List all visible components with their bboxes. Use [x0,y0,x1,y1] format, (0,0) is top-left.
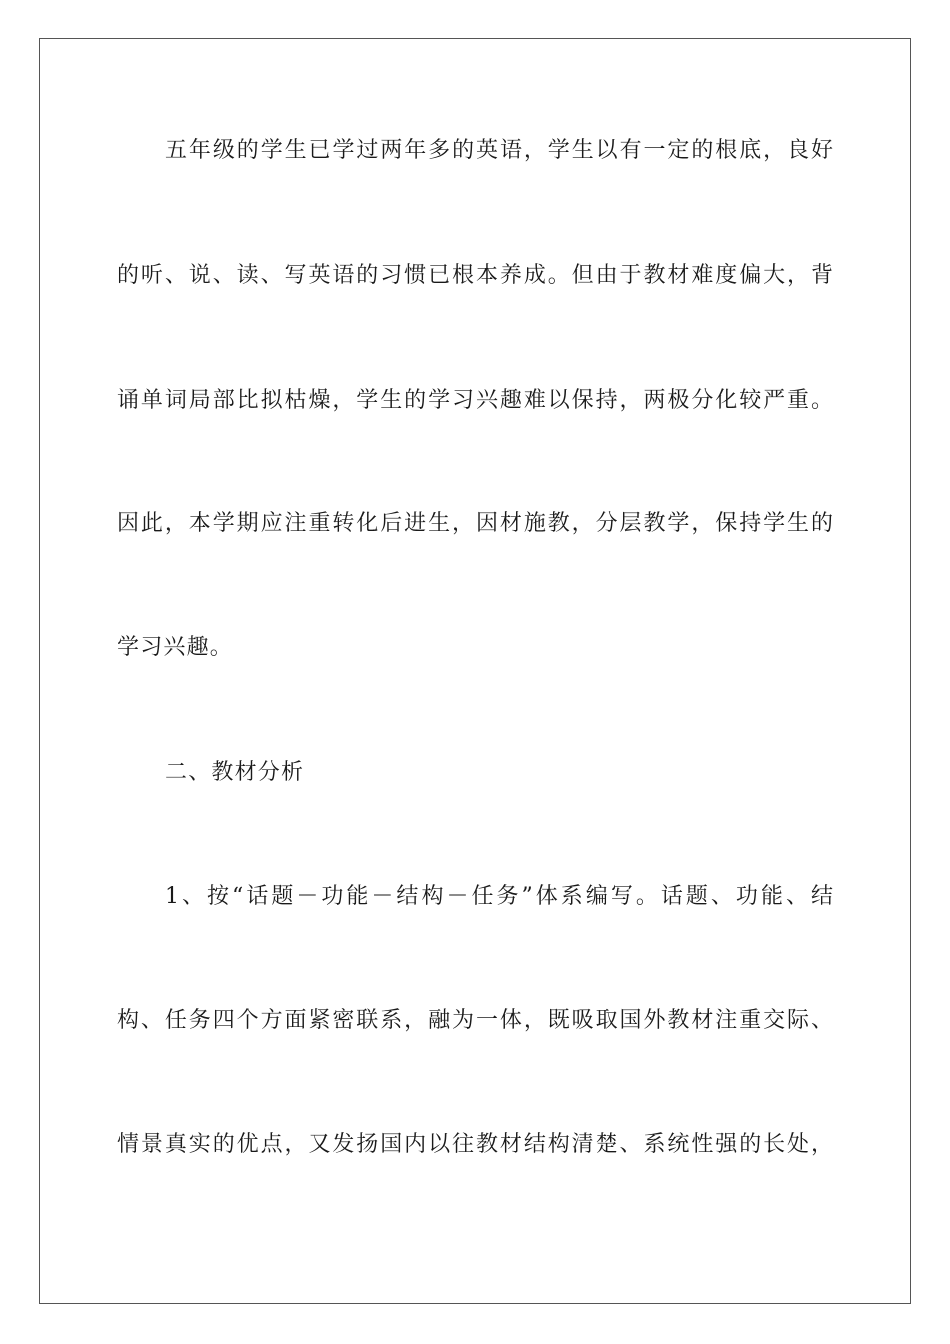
page-border [39,38,911,1304]
paragraph-line-5: 学习兴趣。 [117,635,234,660]
paragraph-line-8: 情景真实的优点，又发扬国内以往教材结构清楚、系统性强的长处， [117,1132,833,1157]
paragraph-line-6: 1、按“话题－功能－结构－任务”体系编写。话题、功能、结 [165,884,833,909]
section-heading: 二、教材分析 [165,760,305,785]
paragraph-line-1: 五年级的学生已学过两年多的英语，学生以有一定的根底，良好 [165,138,833,163]
paragraph-line-4: 因此，本学期应注重转化后进生，因材施教，分层教学，保持学生的 [117,511,833,536]
paragraph-line-3: 诵单词局部比拟枯燥，学生的学习兴趣难以保持，两极分化较严重。 [117,388,833,413]
paragraph-line-7: 构、任务四个方面紧密联系，融为一体，既吸取国外教材注重交际、 [117,1008,833,1033]
paragraph-line-2: 的听、说、读、写英语的习惯已根本养成。但由于教材难度偏大，背 [117,263,833,288]
